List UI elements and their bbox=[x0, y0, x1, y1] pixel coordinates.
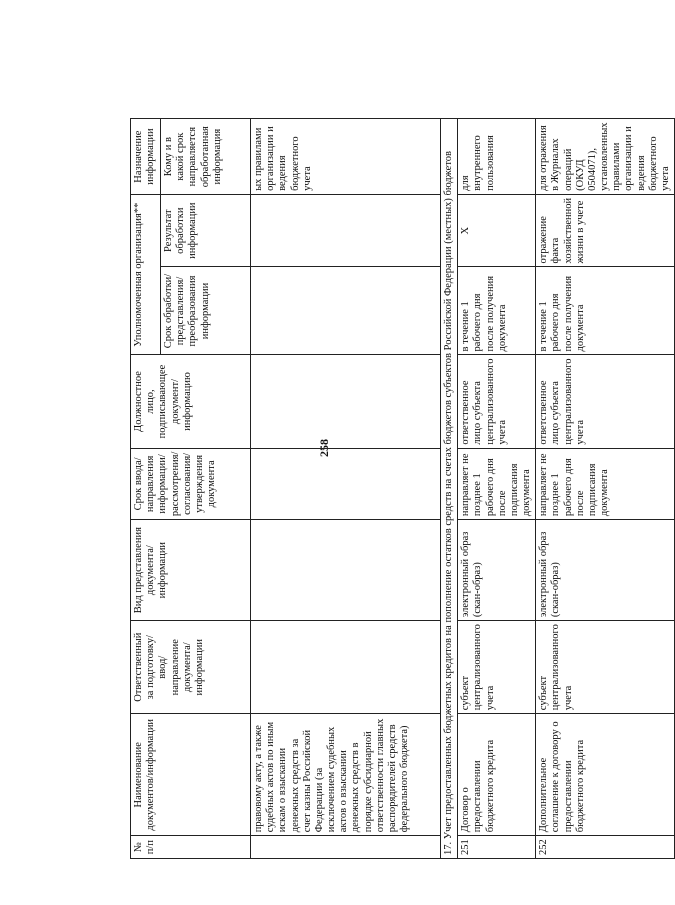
table-row bbox=[536, 119, 675, 859]
row-recipient: для отражения в Журналах операций (ОКУД 0504071), установленных правилами организации и ведения бюджетного учета bbox=[536, 119, 675, 194]
continuation-number bbox=[251, 836, 441, 859]
row-official: ответственное лицо субъекта централизованного учета bbox=[458, 355, 536, 448]
row-processing-term: в течение 1 рабочего дня после получения документа bbox=[458, 267, 536, 355]
header-purpose bbox=[131, 119, 161, 194]
continuation-official bbox=[251, 355, 441, 448]
header-name-text: Наименование документов/информации bbox=[133, 718, 157, 831]
header-processing-result bbox=[161, 194, 251, 267]
continuation-name: правовому акту, а также судебных актов по иным искам о взыскании денежных средств за счет казны Российской Федерации (за исключением судебных актов о взыскании денежных средств в порядке субсидиарной ответственности главных распорядителей средств федерального бюджета) bbox=[251, 714, 441, 836]
page-number: 258 bbox=[317, 439, 331, 457]
row-recipient: для внутреннего пользования bbox=[458, 119, 536, 194]
row-deadline: направляет не позднее 1 рабочего дня после подписания документа bbox=[536, 448, 675, 520]
row-responsible: субъект централизованного учета bbox=[536, 621, 675, 714]
header-processing-term-text: Срок обработки/ представления/ преобразования информации bbox=[163, 273, 211, 349]
header-responsible-text: Ответственный за подготовку/ ввод/ направление документа/ информации bbox=[133, 632, 205, 702]
header-form bbox=[131, 520, 251, 621]
row-official: ответственное лицо субъекта централизованного учета bbox=[536, 355, 675, 448]
table-row bbox=[458, 119, 536, 859]
section-title: 17. Учет предоставленных бюджетных кредитов на пополнение остатков средств на счетах бюджетов субъектов Российской Федерации (местных) бюджетов bbox=[441, 119, 458, 859]
header-name bbox=[131, 714, 251, 836]
header-authorized-organization-text: Уполномоченная организация** bbox=[133, 202, 144, 347]
row-processing-result: отражение факта хозяйственной жизни в учете bbox=[536, 194, 675, 267]
continuation-processing-term bbox=[251, 267, 441, 355]
continuation-responsible bbox=[251, 621, 441, 714]
row-name: Договор о предоставлении бюджетного кредита bbox=[458, 714, 536, 836]
continuation-deadline bbox=[251, 448, 441, 520]
header-official bbox=[131, 355, 251, 448]
header-processing-result-text: Результат обработки информации bbox=[163, 202, 199, 259]
continuation-form bbox=[251, 520, 441, 621]
row-responsible: субъект централизованного учета bbox=[458, 621, 536, 714]
header-purpose-text: Назначение информации bbox=[133, 128, 157, 185]
header-deadline bbox=[131, 448, 251, 520]
row-form: электронный образ (скан-образ) bbox=[536, 520, 675, 621]
row-form: электронный образ (скан-образ) bbox=[458, 520, 536, 621]
header-number bbox=[131, 836, 251, 859]
continuation-row bbox=[251, 119, 441, 859]
header-deadline-text: Срок ввода/ направления информации/ рассмотрения/ согласования/ утверждения документа bbox=[133, 451, 218, 517]
header-number-text: № п/п bbox=[133, 840, 157, 855]
row-processing-result: X bbox=[458, 194, 536, 267]
header-processing-term bbox=[161, 267, 251, 355]
header-responsible bbox=[131, 621, 251, 714]
header-authorized-organization bbox=[131, 194, 161, 355]
header-form-text: Вид представления документа/ информации bbox=[133, 527, 169, 614]
header-official-text: Должностное лицо, подписывающее документ/ информацию bbox=[133, 364, 193, 439]
header-recipient bbox=[161, 119, 251, 194]
row-deadline: направляет не позднее 1 рабочего дня после подписания документа bbox=[458, 448, 536, 520]
row-name: Дополнительное соглашение к договору о предоставлении бюджетного кредита bbox=[536, 714, 675, 836]
continuation-processing-result bbox=[251, 194, 441, 267]
row-processing-term: в течение 1 рабочего дня после получения документа bbox=[536, 267, 675, 355]
header-recipient-text: Кому и в какой срок направляется обработанная информация bbox=[163, 126, 223, 188]
continuation-recipient: ых правилами организации и ведения бюджетного учета bbox=[251, 119, 441, 194]
document-table bbox=[130, 118, 675, 859]
row-number: 252 bbox=[536, 836, 675, 859]
row-number: 251 bbox=[458, 836, 536, 859]
